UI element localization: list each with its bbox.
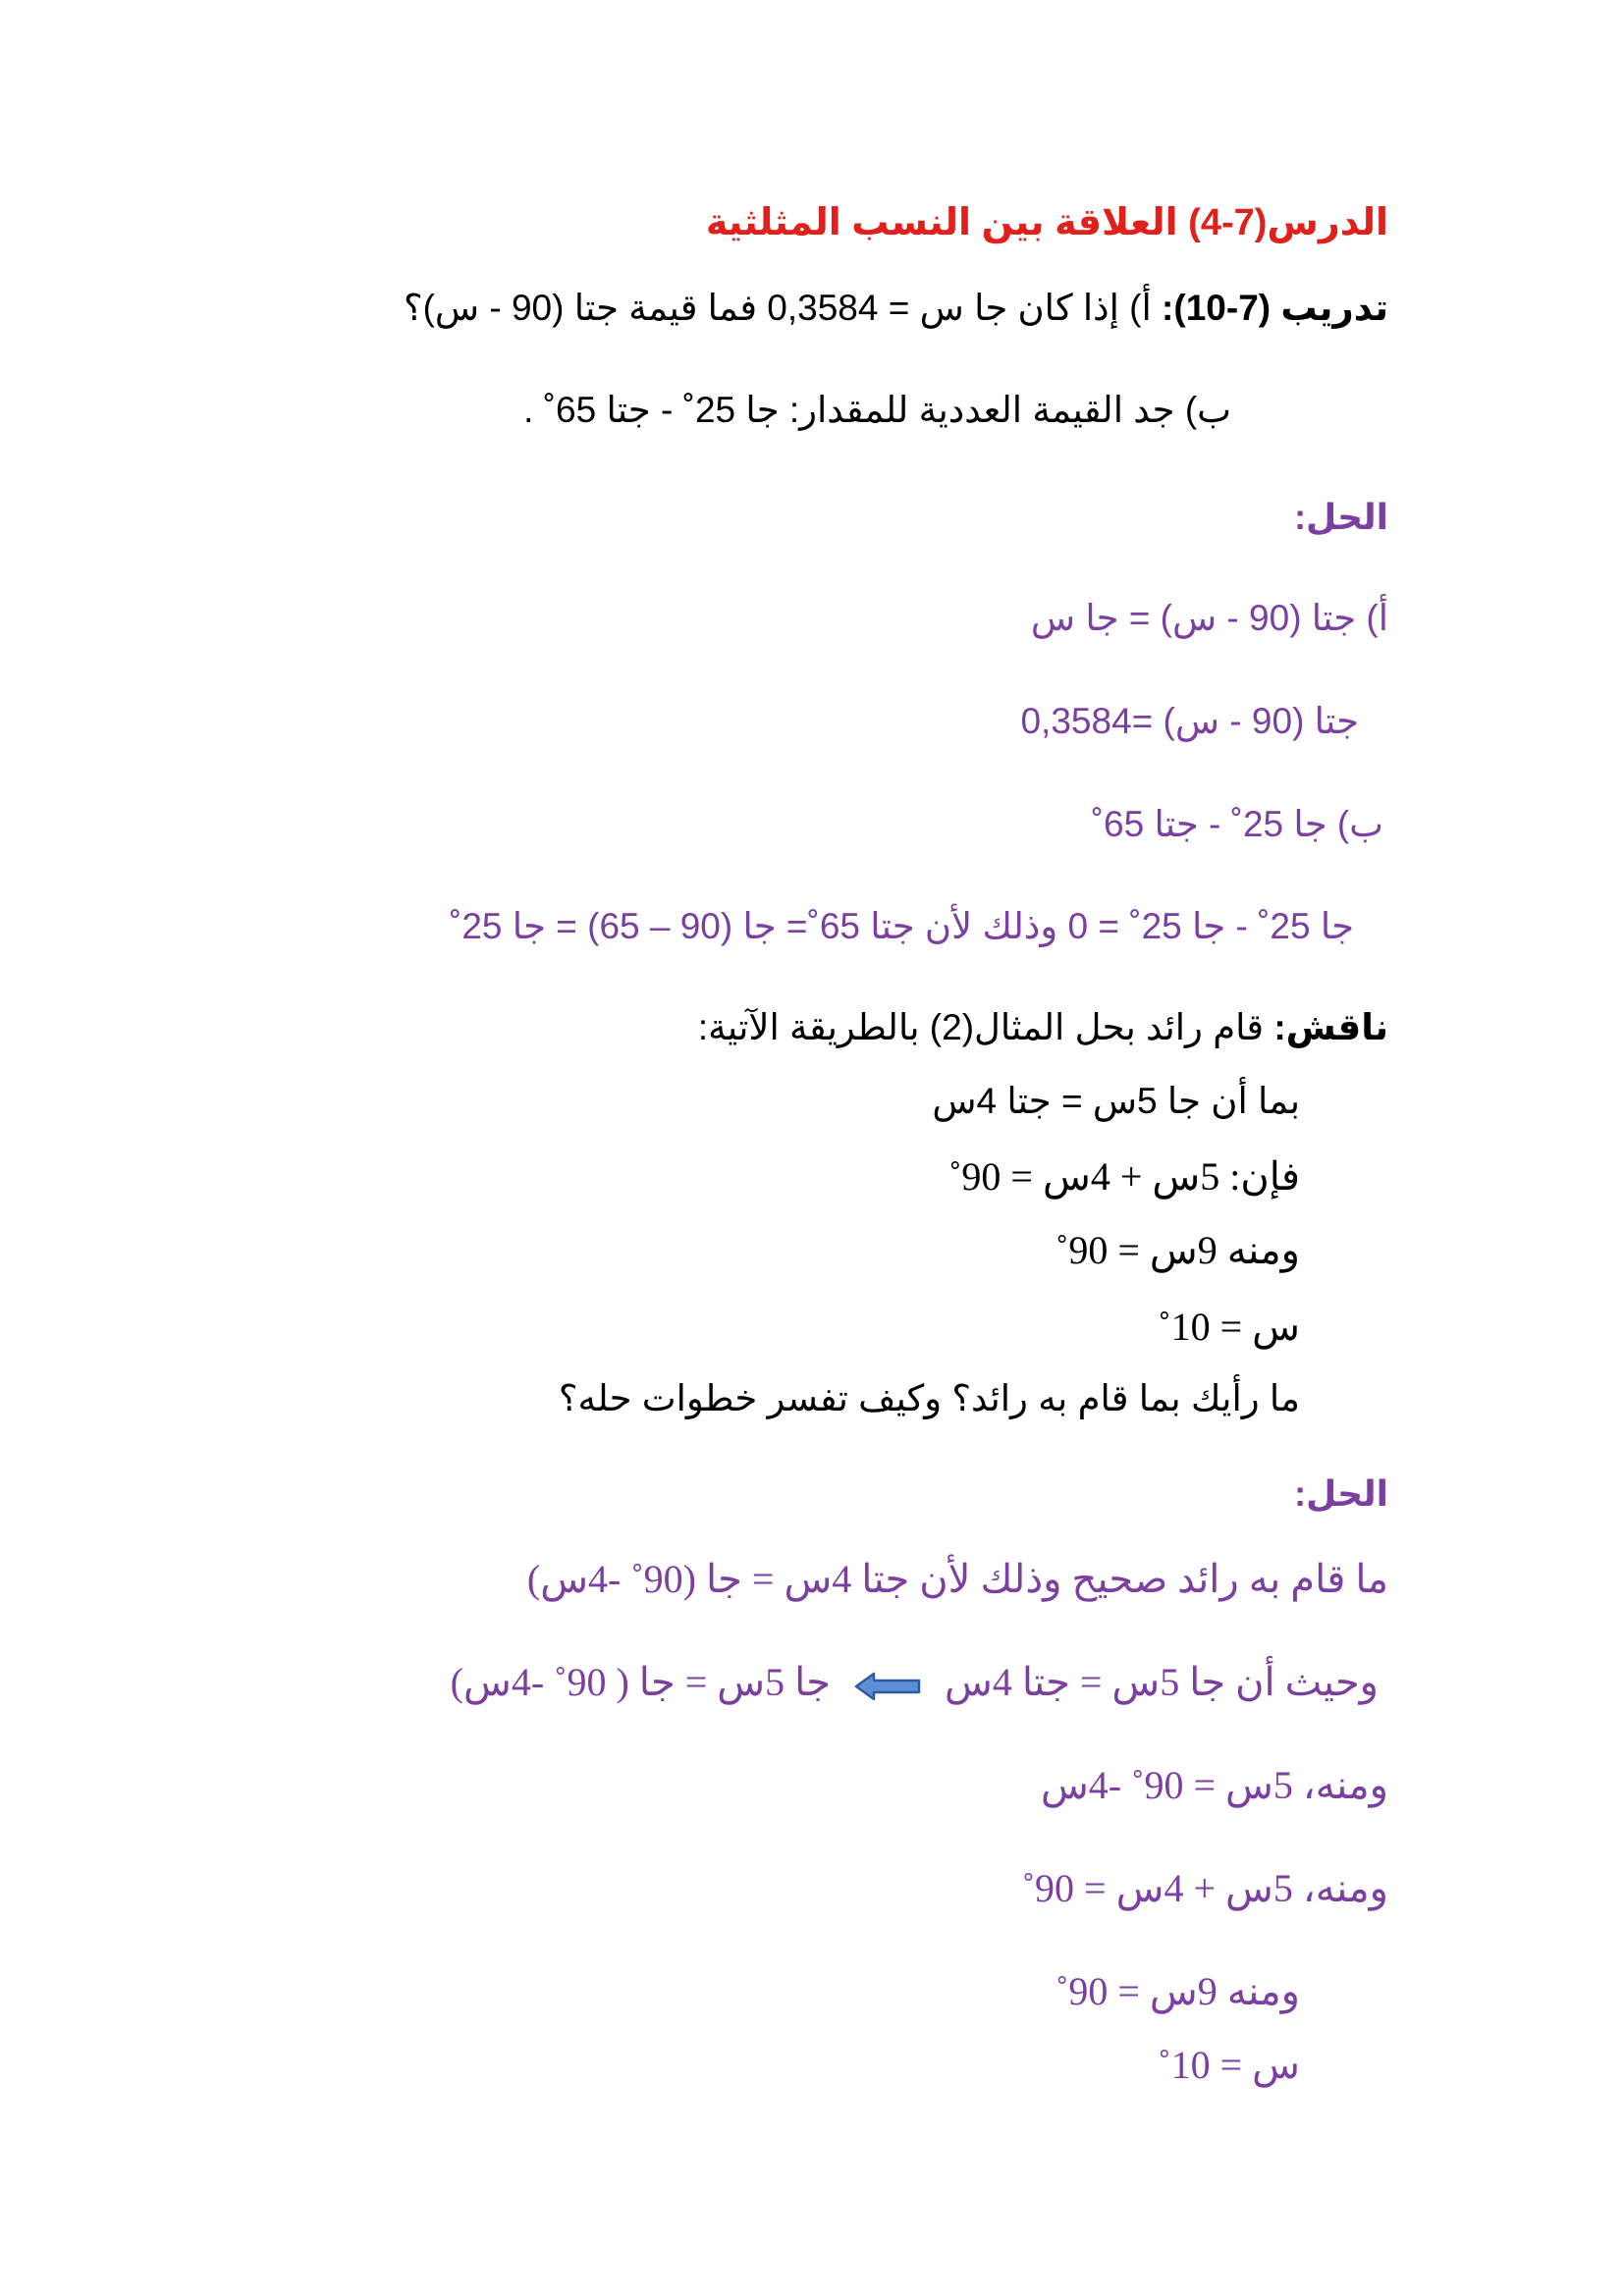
left-arrow-icon	[854, 1672, 921, 1701]
discussion-intro	[698, 1006, 1388, 1049]
solution2-line-3: ومنه، 5س = 90˚ -4س	[1040, 1763, 1388, 1807]
discussion-label: ناقش:	[1273, 1007, 1388, 1047]
exercise-question-a	[404, 287, 1388, 330]
solution2-line-4: ومنه، 5س + 4س = 90˚	[1021, 1866, 1388, 1910]
exercise-part-a: أ) إذا كان جا س = 0,3584 فما قيمة جتا (90 - س)؟	[403, 288, 1152, 328]
exercise-label: تدريب (7-10):	[1162, 288, 1388, 328]
solution1-line-3: ب) جا 25˚ - جتا 65˚	[1091, 804, 1383, 844]
exercise-part-b: ب) جد القيمة العددية للمقدار: جا 25˚ - جتا 65˚ .	[523, 390, 1231, 430]
solution1-line-4: جا 25˚ - جا 25˚ = 0 وذلك لأن جتا 65˚= جا (90 – 65) = جا 25˚	[450, 906, 1354, 946]
discussion-intro-text: قام رائد بحل المثال(2) بالطريقة الآتية:	[697, 1007, 1274, 1047]
solution-label-2: الحل:	[1294, 1473, 1388, 1514]
discussion-step-2: فإن: 5س + 4س = 90˚	[948, 1154, 1300, 1199]
solution-label-1: الحل:	[1294, 497, 1388, 537]
lesson-title: الدرس(7-4) العلاقة بين النسب المثلثية	[705, 202, 1388, 243]
solution2-line-6: س = 10˚	[1158, 2043, 1300, 2087]
discussion-step-3: ومنه 9س = 90˚	[1056, 1228, 1300, 1272]
solution2-line-2	[451, 1659, 1379, 1706]
solution2-line-2-right: جا 5س = جا ( 90˚ -4س)	[450, 1660, 831, 1704]
solution2-line-5: ومنه 9س = 90˚	[1056, 1969, 1300, 2013]
discussion-step-1: بما أن جا 5س = جتا 4س	[932, 1081, 1300, 1121]
discussion-question: ما رأيك بما قام به رائد؟ وكيف تفسر خطوات حله؟	[558, 1378, 1300, 1418]
solution1-line-1: أ) جتا (90 - س) = جا س	[1030, 598, 1388, 638]
solution2-line-1: ما قام به رائد صحيح وذلك لأن جتا 4س = جا (90˚ -4س)	[526, 1557, 1388, 1601]
solution1-line-2: جتا (90 - س) =0,3584	[1020, 701, 1359, 741]
discussion-step-4: س = 10˚	[1158, 1305, 1300, 1349]
solution2-line-2-left: وحيث أن جا 5س = جتا 4س	[945, 1660, 1379, 1704]
